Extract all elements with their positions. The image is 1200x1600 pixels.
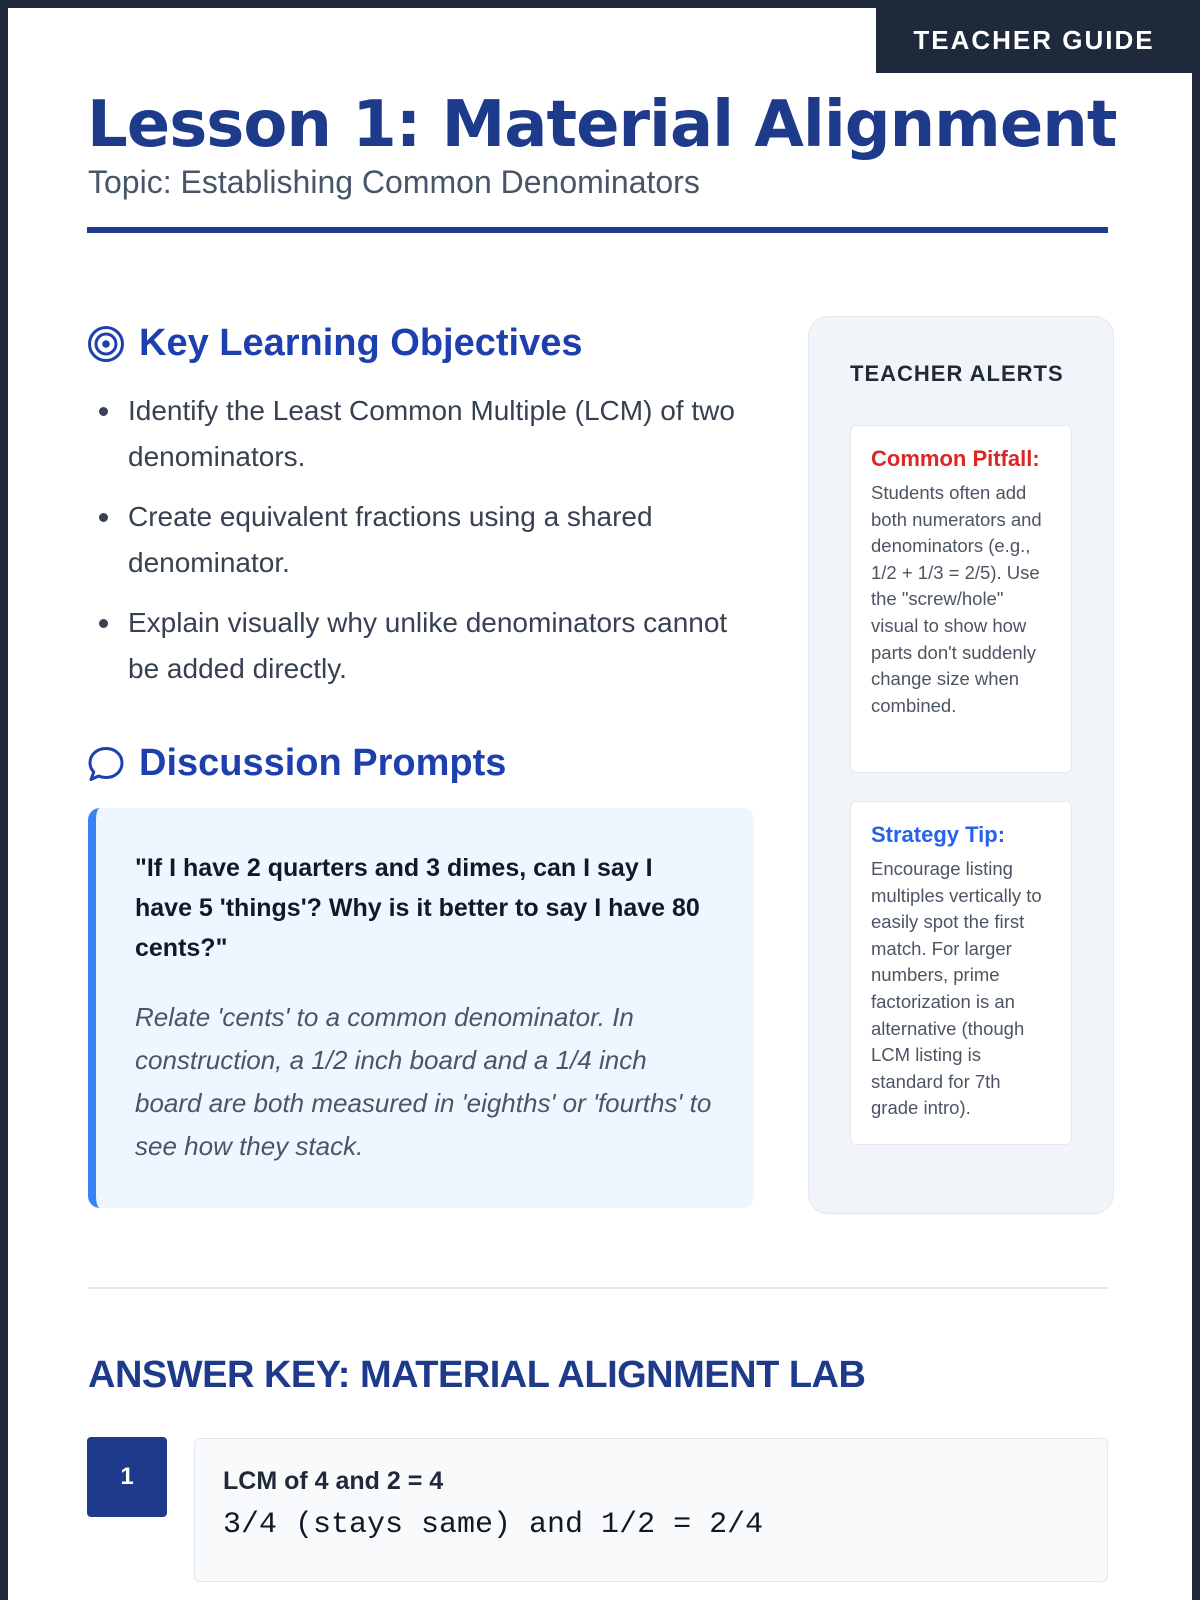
- answer-line-1: LCM of 4 and 2 = 4: [223, 1467, 444, 1495]
- teacher-guide-tag: TEACHER GUIDE: [876, 8, 1192, 73]
- teacher-guide-page: [8, 8, 1192, 1600]
- discussion-quote: "If I have 2 quarters and 3 dimes, can I say I have 5 'things'? Why is it better to say I have 80 cents?": [135, 854, 700, 962]
- lesson-subtitle: Topic: Establishing Common Denominators: [88, 164, 700, 200]
- target-icon: [87, 325, 125, 363]
- lesson-title: Lesson 1: Material Alignment: [87, 88, 1117, 162]
- teacher-alerts-sidebar: [808, 316, 1114, 1214]
- discussion-heading: [87, 742, 506, 785]
- discussion-note: Relate 'cents' to a common denominator. In construction, a 1/2 inch board and a 1/4 inch board are both measured in 'eighths' or 'fourths' to see how they stack.: [135, 1002, 712, 1161]
- pitfall-heading: Common Pitfall:: [871, 446, 1040, 471]
- speech-bubble-icon: [87, 745, 125, 783]
- list-item: Explain visually why unlike denominators cannot be added directly.: [88, 600, 748, 692]
- list-item: Create equivalent fractions using a shared denominator.: [88, 494, 748, 586]
- objectives-heading-text: Key Learning Objectives: [139, 322, 583, 364]
- strategy-tip-card: [850, 801, 1072, 1145]
- discussion-heading-text: Discussion Prompts: [139, 742, 507, 784]
- objectives-list: [88, 388, 748, 706]
- answer-box: [194, 1438, 1108, 1582]
- answer-key-title: ANSWER KEY: MATERIAL ALIGNMENT LAB: [88, 1354, 866, 1396]
- answer-line-2: 3/4 (stays same) and 1/2 = 2/4: [223, 1508, 764, 1542]
- section-divider: [88, 1287, 1108, 1289]
- answer-number-badge: 1: [87, 1437, 167, 1517]
- list-item: Identify the Least Common Multiple (LCM) of two denominators.: [88, 388, 748, 480]
- objectives-heading: [87, 322, 583, 365]
- teacher-alerts-title: TEACHER ALERTS: [850, 361, 1064, 386]
- title-divider: [87, 227, 1108, 233]
- discussion-prompt-box: [88, 808, 754, 1208]
- pitfall-card: [850, 425, 1072, 773]
- strategy-tip-body: Encourage listing multiples vertically to easily spot the first match. For larger numbers, prime factorization is an alternative (though LCM listing is standard for 7th grade intro).: [871, 858, 1042, 1119]
- strategy-tip-heading: Strategy Tip:: [871, 822, 1006, 847]
- pitfall-body: Students often add both numerators and denominators (e.g., 1/2 + 1/3 = 2/5). Use the "screw/hole" visual to show how parts don't suddenly change size when combined.: [871, 482, 1042, 716]
